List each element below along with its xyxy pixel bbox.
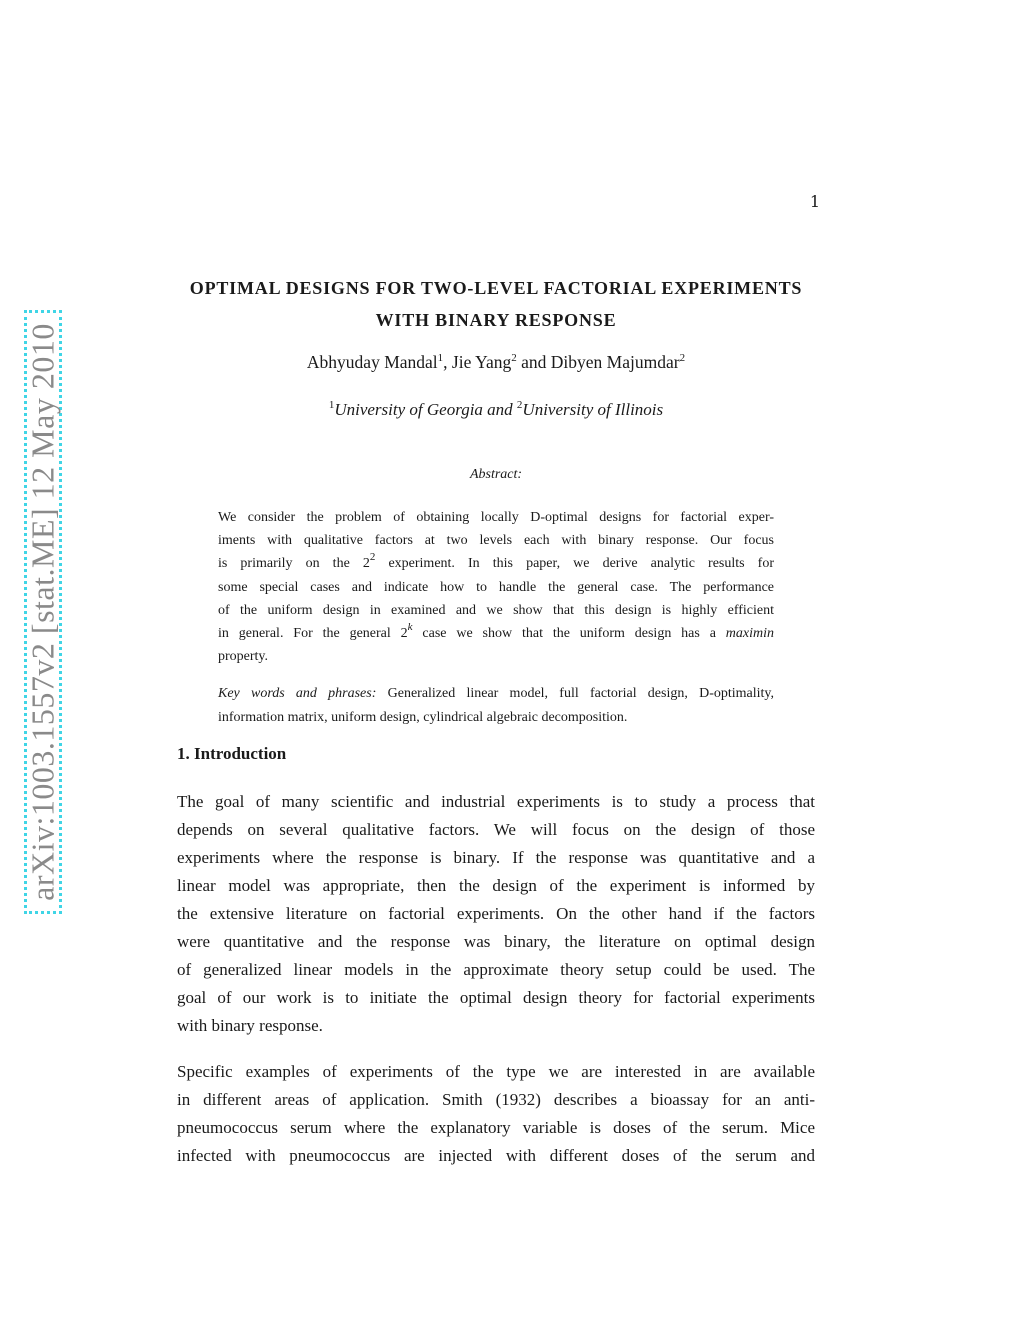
- author-affil-sup: 2: [679, 352, 686, 364]
- text-line: of generalized linear models in the approximate theory setup could be used. The: [177, 960, 815, 979]
- abstract-text: experiment. In this paper, we derive analytic results for: [375, 556, 774, 572]
- abstract-line: We consider the problem of obtaining locally D-optimal designs for factorial exper-: [218, 510, 774, 525]
- author-name: Abhyuday Mandal: [306, 352, 438, 372]
- paper-title: [110, 272, 882, 336]
- affiliations: [110, 400, 882, 420]
- abstract-line: property.: [218, 649, 269, 665]
- text-line: infected with pneumococcus are injected with different doses of the serum and: [177, 1146, 815, 1165]
- intro-paragraph-1: [177, 788, 815, 1040]
- affil-name: University of Georgia and: [334, 400, 517, 419]
- title-line-2: WITH BINARY RESPONSE: [375, 310, 617, 330]
- abstract-text: case we show that the uniform design has a: [412, 626, 726, 642]
- intro-paragraph-2: [177, 1058, 815, 1170]
- author-name: , Jie Yang: [443, 352, 512, 372]
- keywords: [218, 682, 774, 729]
- arxiv-stamp[interactable]: [24, 310, 62, 914]
- keywords-line: information matrix, uniform design, cylindrical algebraic decomposition.: [218, 709, 628, 725]
- section-heading: 1. Introduction: [177, 744, 287, 763]
- text-line: goal of our work is to initiate the optimal design theory for factorial experiments: [177, 988, 815, 1007]
- keywords-text: Generalized linear model, full factorial design, D-optimality,: [376, 686, 775, 701]
- abstract-heading: Abstract:: [469, 467, 523, 482]
- text-line: The goal of many scientific and industrial experiments is to study a process that: [177, 792, 815, 811]
- text-line: the extensive literature on factorial experiments. On the other hand if the factors: [177, 904, 815, 923]
- text-line: in different areas of application. Smith (1932) describes a bioassay for an anti-: [177, 1090, 815, 1109]
- abstract-line: iments with qualitative factors at two levels each with binary response. Our focus: [218, 533, 774, 549]
- author-affil-sup: 1: [437, 352, 444, 364]
- text-line: were quantitative and the response was binary, the literature on optimal design: [177, 932, 815, 951]
- abstract-text: in general. For the general 2: [218, 626, 408, 642]
- abstract-text: is primarily on the 2: [218, 556, 370, 572]
- text-line: with binary response.: [177, 1016, 323, 1035]
- affil-sup: 1: [328, 399, 335, 411]
- text-line: depends on several qualitative factors. We will focus on the design of those: [177, 820, 815, 839]
- text-line: experiments where the response is binary. If the response was quantitative and a: [177, 848, 815, 867]
- keywords-label: Key words and phrases:: [218, 686, 377, 701]
- author-affil-sup: 2: [511, 352, 517, 364]
- text-line: pneumococcus serum where the explanatory variable is doses of the serum. Mice: [177, 1118, 815, 1137]
- abstract-line: of the uniform design in examined and we show that this design is highly efficient: [218, 602, 774, 618]
- exponent: 2: [369, 551, 376, 564]
- affil-name: University of Illinois: [522, 400, 664, 419]
- affil-sup: 2: [516, 399, 523, 411]
- text-line: Specific examples of experiments of the type we are interested in are available: [177, 1062, 815, 1081]
- abstract-line: [218, 622, 774, 645]
- author-name: and Dibyen Majumdar: [516, 352, 680, 372]
- abstract-line: some special cases and indicate how to handle the general case. The performance: [218, 579, 774, 595]
- keywords-line: [218, 682, 774, 706]
- author-list: [110, 352, 882, 373]
- abstract-body: [218, 506, 774, 668]
- title-line-1: OPTIMAL DESIGNS FOR TWO-LEVEL FACTORIAL EXPERIMENTS: [189, 278, 803, 298]
- emphasis: maximin: [725, 626, 775, 642]
- abstract-line: [218, 552, 774, 575]
- page-number: 1: [809, 192, 820, 211]
- text-line: linear model was appropriate, then the design of the experiment is informed by: [177, 876, 815, 895]
- exponent: k: [407, 621, 413, 634]
- arxiv-stamp-text: arXiv:1003.1557v2 [stat.ME] 12 May 2010: [24, 323, 61, 901]
